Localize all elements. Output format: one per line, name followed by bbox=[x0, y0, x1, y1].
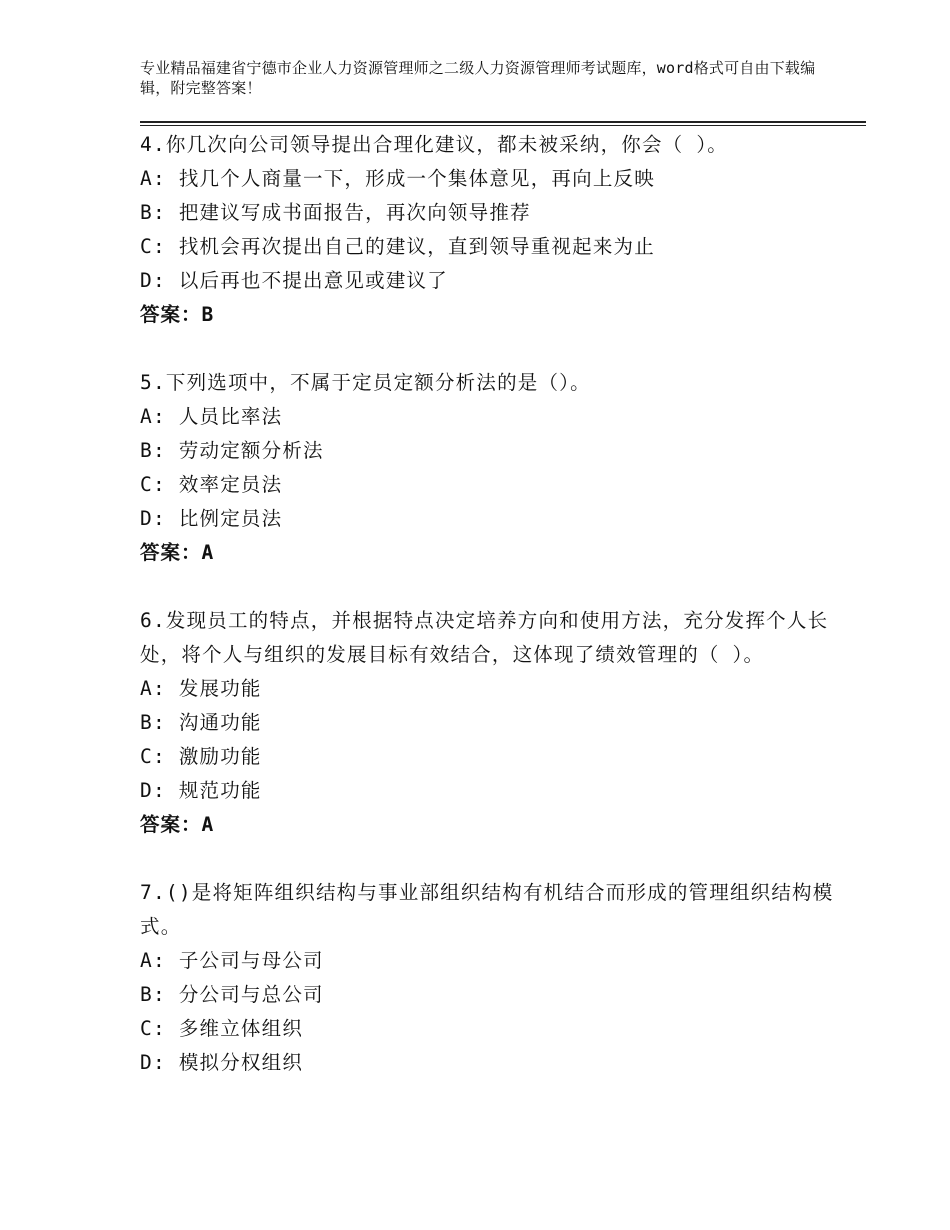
option-a: A: 找几个人商量一下，形成一个集体意见，再向上反映 bbox=[140, 167, 655, 190]
question-text: 4.你几次向公司领导提出合理化建议，都未被采纳，你会（ ）。 bbox=[140, 133, 728, 156]
question-7 bbox=[140, 876, 840, 1080]
option-c: C: 激励功能 bbox=[140, 745, 262, 768]
header-rule-thin bbox=[140, 125, 866, 126]
option-c: C: 效率定员法 bbox=[140, 473, 283, 496]
option-d: D: 模拟分权组织 bbox=[140, 1051, 304, 1074]
option-a: A: 子公司与母公司 bbox=[140, 949, 324, 972]
option-c: C: 多维立体组织 bbox=[140, 1017, 304, 1040]
question-text: 6.发现员工的特点，并根据特点决定培养方向和使用方法，充分发挥个人长处，将个人与组织的发展目标有效结合，这体现了绩效管理的（ ）。 bbox=[140, 609, 829, 666]
document-header: 专业精品福建省宁德市企业人力资源管理师之二级人力资源管理师考试题库，word格式可自由下载编辑，附完整答案！ bbox=[140, 59, 816, 97]
option-b: B: 劳动定额分析法 bbox=[140, 439, 324, 462]
question-4 bbox=[140, 128, 840, 332]
option-d: D: 以后再也不提出意见或建议了 bbox=[140, 269, 448, 292]
option-a: A: 人员比率法 bbox=[140, 405, 283, 428]
question-text: 7.()是将矩阵组织结构与事业部组织结构有机结合而形成的管理组织结构模式。 bbox=[140, 881, 834, 938]
option-b: B: 把建议写成书面报告，再次向领导推荐 bbox=[140, 201, 531, 224]
option-d: D: 比例定员法 bbox=[140, 507, 283, 530]
option-b: B: 分公司与总公司 bbox=[140, 983, 324, 1006]
option-b: B: 沟通功能 bbox=[140, 711, 262, 734]
option-d: D: 规范功能 bbox=[140, 779, 262, 802]
question-6 bbox=[140, 604, 840, 842]
option-c: C: 找机会再次提出自己的建议，直到领导重视起来为止 bbox=[140, 235, 655, 258]
header-rule-thick bbox=[140, 121, 866, 123]
option-a: A: 发展功能 bbox=[140, 677, 262, 700]
question-text: 5.下列选项中，不属于定员定额分析法的是（）。 bbox=[140, 371, 591, 394]
answer-label: 答案：A bbox=[140, 813, 215, 836]
answer-label: 答案：A bbox=[140, 541, 215, 564]
answer-label: 答案：B bbox=[140, 303, 215, 326]
question-list bbox=[140, 128, 840, 1080]
question-5 bbox=[140, 366, 840, 570]
